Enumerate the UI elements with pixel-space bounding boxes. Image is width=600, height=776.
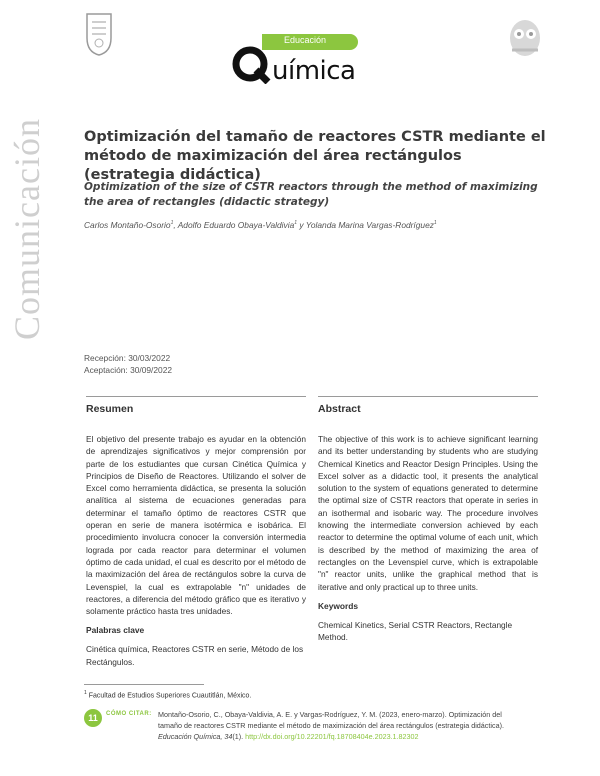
resumen-text: El objetivo del presente trabajo es ayudar en la obtención de aprendizajes significativos y mejor comprensión por parte de los estudiantes que cursan Cinética Química y Principios de Diseño de Reactores. Utilizando el solver de Excel como herramienta didáctica, se presenta la solución analítica al sistema de ecuaciones generadas para determinar el tamaño óptimo de reactores CSTR que operan en serie de manera isotérmica e isobárica. El procedimiento involucra conocer la conversión intermedia lograda por cada reactor para determinar el volumen óptimo de cada unidad, el cual es descrito por el método de la maximización del área de rectángulos sobre la curva de Levenspiel, la cual es extrapolable "n" unidades de reactores, a diferencia del método gráfico que es iterativo y solamente práctico hasta tres unidades.	[86, 434, 306, 617]
doi-link[interactable]: http://dx.doi.org/10.22201/fq.18708404e.2023.1.82302	[245, 732, 419, 741]
affiliation	[84, 690, 251, 699]
resumen-rule	[86, 396, 306, 397]
palabras-clave-heading: Palabras clave	[86, 625, 145, 636]
brand-q-mark	[232, 44, 272, 84]
citation	[158, 709, 518, 742]
dates	[84, 352, 172, 376]
title-english: Optimization of the size of CSTR reactors through the method of maximizing the area of rectangles (didactic strategy)	[84, 181, 538, 208]
author-3-sup: 1	[433, 220, 437, 227]
brand-small-text: Educación	[284, 35, 327, 45]
author-2: Adolfo Eduardo Obaya-Valdivia	[177, 220, 295, 230]
resumen-column	[86, 396, 306, 668]
keywords-text: Chemical Kinetics, Serial CSTR Reactors, Rectangle Method.	[318, 619, 513, 643]
keywords-heading: Keywords	[318, 600, 359, 611]
author-3: Yolanda Marina Vargas-Rodríguez	[305, 220, 434, 230]
section-label: Comunicación	[7, 118, 47, 340]
abstract-rule	[318, 396, 538, 397]
journal-brand	[232, 30, 382, 92]
page-number-badge: 11	[84, 709, 102, 727]
affiliation-sup: 1	[84, 690, 87, 696]
author-separator-1: ,	[173, 220, 178, 230]
abstract-heading: Abstract	[318, 403, 361, 415]
cite-label: CÓMO CITAR:	[106, 711, 152, 717]
footnote-rule	[84, 684, 204, 685]
palabras-clave-text: Cinética química, Reactores CSTR en serie, Método de los Rectángulos.	[86, 644, 304, 667]
citation-journal: Educación Química, 34	[158, 732, 233, 741]
received-date: Recepción: 30/03/2022	[84, 353, 171, 363]
abstract-text: The objective of this work is to achieve significant learning and its better understanding by students who are studying Chemical Kinetics and Reactor Design Principles. Using the Excel solver as a didactic tool, it presents the analytical solution to the system of equations generated to determine the optimal size of CSTR reactors that operate in series in an isothermal and isobaric way. The procedure involves knowing the intermediate conversion achieved by each reactor to determine the optimal volume of each unit, which is described by the method of maximizing the area of rectangles on the Levenspiel curve, which is extrapolable "n" reactor units, unlike the graphical method that is iterative and only practical up to three units.	[318, 434, 538, 592]
brand-main-text: uímica	[272, 56, 356, 86]
author-separator-2: y	[297, 220, 306, 230]
author-1: Carlos Montaño-Osorio	[84, 220, 171, 230]
unam-shield-logo	[84, 12, 114, 56]
citation-main: Montaño-Osorio, C., Obaya-Valdivia, A. E. y Vargas-Rodríguez, Y. M. (2023, enero-marzo). Optimización del tamaño de reactores CSTR mediante el método de maximización del área rectángulos (estrategia didáctica).	[158, 710, 504, 730]
title-spanish: Optimización del tamaño de reactores CSTR mediante el método de maximización del área rectángulos (estrategia didáctica)	[84, 129, 546, 183]
accepted-date: Aceptación: 30/09/2022	[84, 365, 173, 375]
citation-issue: (1).	[232, 732, 246, 741]
authors	[84, 220, 554, 230]
resumen-heading: Resumen	[86, 403, 134, 415]
author-2-sup: 1	[294, 220, 298, 227]
affiliation-text: Facultad de Estudios Superiores Cuautitlán, México.	[88, 692, 252, 700]
owl-logo	[506, 16, 544, 60]
author-1-sup: 1	[170, 220, 174, 227]
abstract-column	[318, 396, 538, 643]
